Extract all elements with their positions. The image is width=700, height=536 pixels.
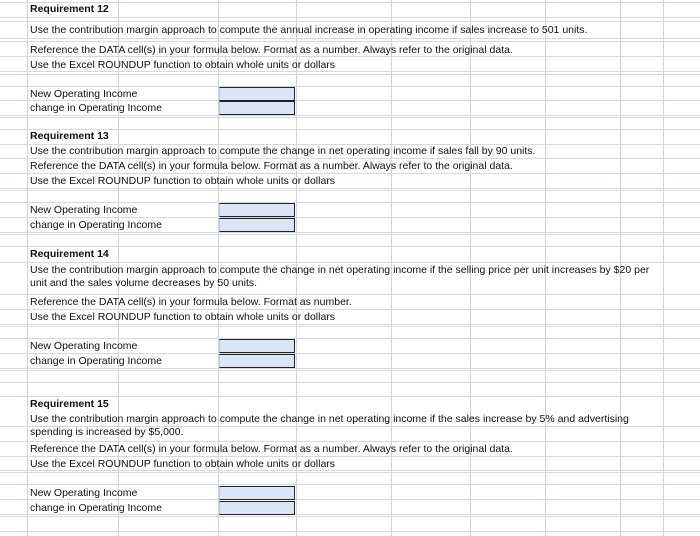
new-operating-income-label: New Operating Income: [30, 88, 138, 100]
grid-row-line: [0, 246, 700, 247]
requirement-instruction: Use the contribution margin approach to compute the annual increase in operating income if sales increase to 501 units.: [30, 24, 588, 36]
requirement-roundup-note: Use the Excel ROUNDUP function to obtain whole units or dollars: [30, 59, 336, 71]
grid-row-line: [0, 456, 700, 457]
grid-row-line: [0, 217, 700, 218]
grid-row-line: [0, 41, 700, 42]
grid-row-line: [0, 531, 700, 532]
grid-row-line: [0, 294, 700, 295]
requirement-reference: Reference the DATA cell(s) in your formula below. Format as a number. Always refer to the original data.: [30, 160, 513, 172]
change-operating-income-input[interactable]: [219, 501, 295, 515]
grid-row-line: [0, 234, 700, 235]
grid-row-line: [0, 86, 700, 87]
grid-row-line: [0, 17, 700, 18]
change-operating-income-input[interactable]: [219, 354, 295, 368]
change-operating-income-label: change in Operating Income: [30, 502, 162, 514]
requirement-reference: Reference the DATA cell(s) in your formula below. Format as number.: [30, 296, 352, 308]
grid-row-line: [0, 370, 700, 371]
requirement-roundup-note: Use the Excel ROUNDUP function to obtain whole units or dollars: [30, 175, 336, 187]
change-operating-income-input[interactable]: [219, 218, 295, 232]
change-operating-income-label: change in Operating Income: [30, 219, 162, 231]
grid-row-line: [0, 338, 700, 339]
requirement-title: Requirement 15: [30, 398, 109, 410]
change-operating-income-label: change in Operating Income: [30, 355, 162, 367]
grid-row-line: [0, 472, 700, 473]
grid-row-line: [0, 368, 700, 369]
requirement-title: Requirement 12: [30, 3, 109, 15]
new-operating-income-input[interactable]: [219, 486, 295, 500]
grid-row-line: [0, 232, 700, 233]
new-operating-income-input[interactable]: [219, 339, 295, 353]
grid-row-line: [0, 38, 700, 39]
grid-row-line: [0, 188, 700, 189]
grid-row-line: [0, 115, 700, 116]
requirement-roundup-note: Use the Excel ROUNDUP function to obtain whole units or dollars: [30, 458, 336, 470]
requirement-title: Requirement 13: [30, 130, 109, 142]
grid-row-line: [0, 382, 700, 383]
grid-row-line: [0, 309, 700, 310]
requirement-instruction: Use the contribution margin approach to compute the change in net operating income if the selling price per unit increases by $20 per unit and the sales volume decreases by 50 units.: [30, 264, 650, 289]
grid-row-line: [0, 441, 700, 442]
grid-row-line: [0, 396, 700, 397]
new-operating-income-input[interactable]: [219, 203, 295, 217]
requirement-instruction: Use the contribution margin approach to compute the change in net operating income if the sales increase by 5% and advertising spending is increased by $5,000.: [30, 413, 629, 438]
requirement-instruction: Use the contribution margin approach to compute the change in net operating income if sales fall by 90 units.: [30, 145, 536, 157]
grid-row-line: [0, 516, 700, 517]
change-operating-income-input[interactable]: [219, 101, 295, 115]
grid-row-line: [0, 202, 700, 203]
requirement-reference: Reference the DATA cell(s) in your formula below. Format as a number. Always refer to the original data.: [30, 44, 513, 56]
grid-row-line: [0, 324, 700, 325]
new-operating-income-label: New Operating Income: [30, 340, 138, 352]
requirement-roundup-note: Use the Excel ROUNDUP function to obtain whole units or dollars: [30, 311, 336, 323]
new-operating-income-label: New Operating Income: [30, 204, 138, 216]
new-operating-income-input[interactable]: [219, 87, 295, 101]
grid-row-line: [0, 353, 700, 354]
grid-row-line: [0, 484, 700, 485]
grid-row-line: [0, 262, 700, 263]
grid-row-line: [0, 190, 700, 191]
change-operating-income-label: change in Operating Income: [30, 102, 162, 114]
grid-row-line: [0, 117, 700, 118]
requirement-reference: Reference the DATA cell(s) in your formula below. Format as a number. Always refer to the original data.: [30, 443, 513, 455]
grid-row-line: [0, 326, 700, 327]
new-operating-income-label: New Operating Income: [30, 487, 138, 499]
grid-row-line: [0, 74, 700, 75]
grid-row-line: [0, 21, 700, 22]
grid-row-line: [0, 158, 700, 159]
requirement-title: Requirement 14: [30, 248, 109, 260]
grid-row-line: [0, 173, 700, 174]
